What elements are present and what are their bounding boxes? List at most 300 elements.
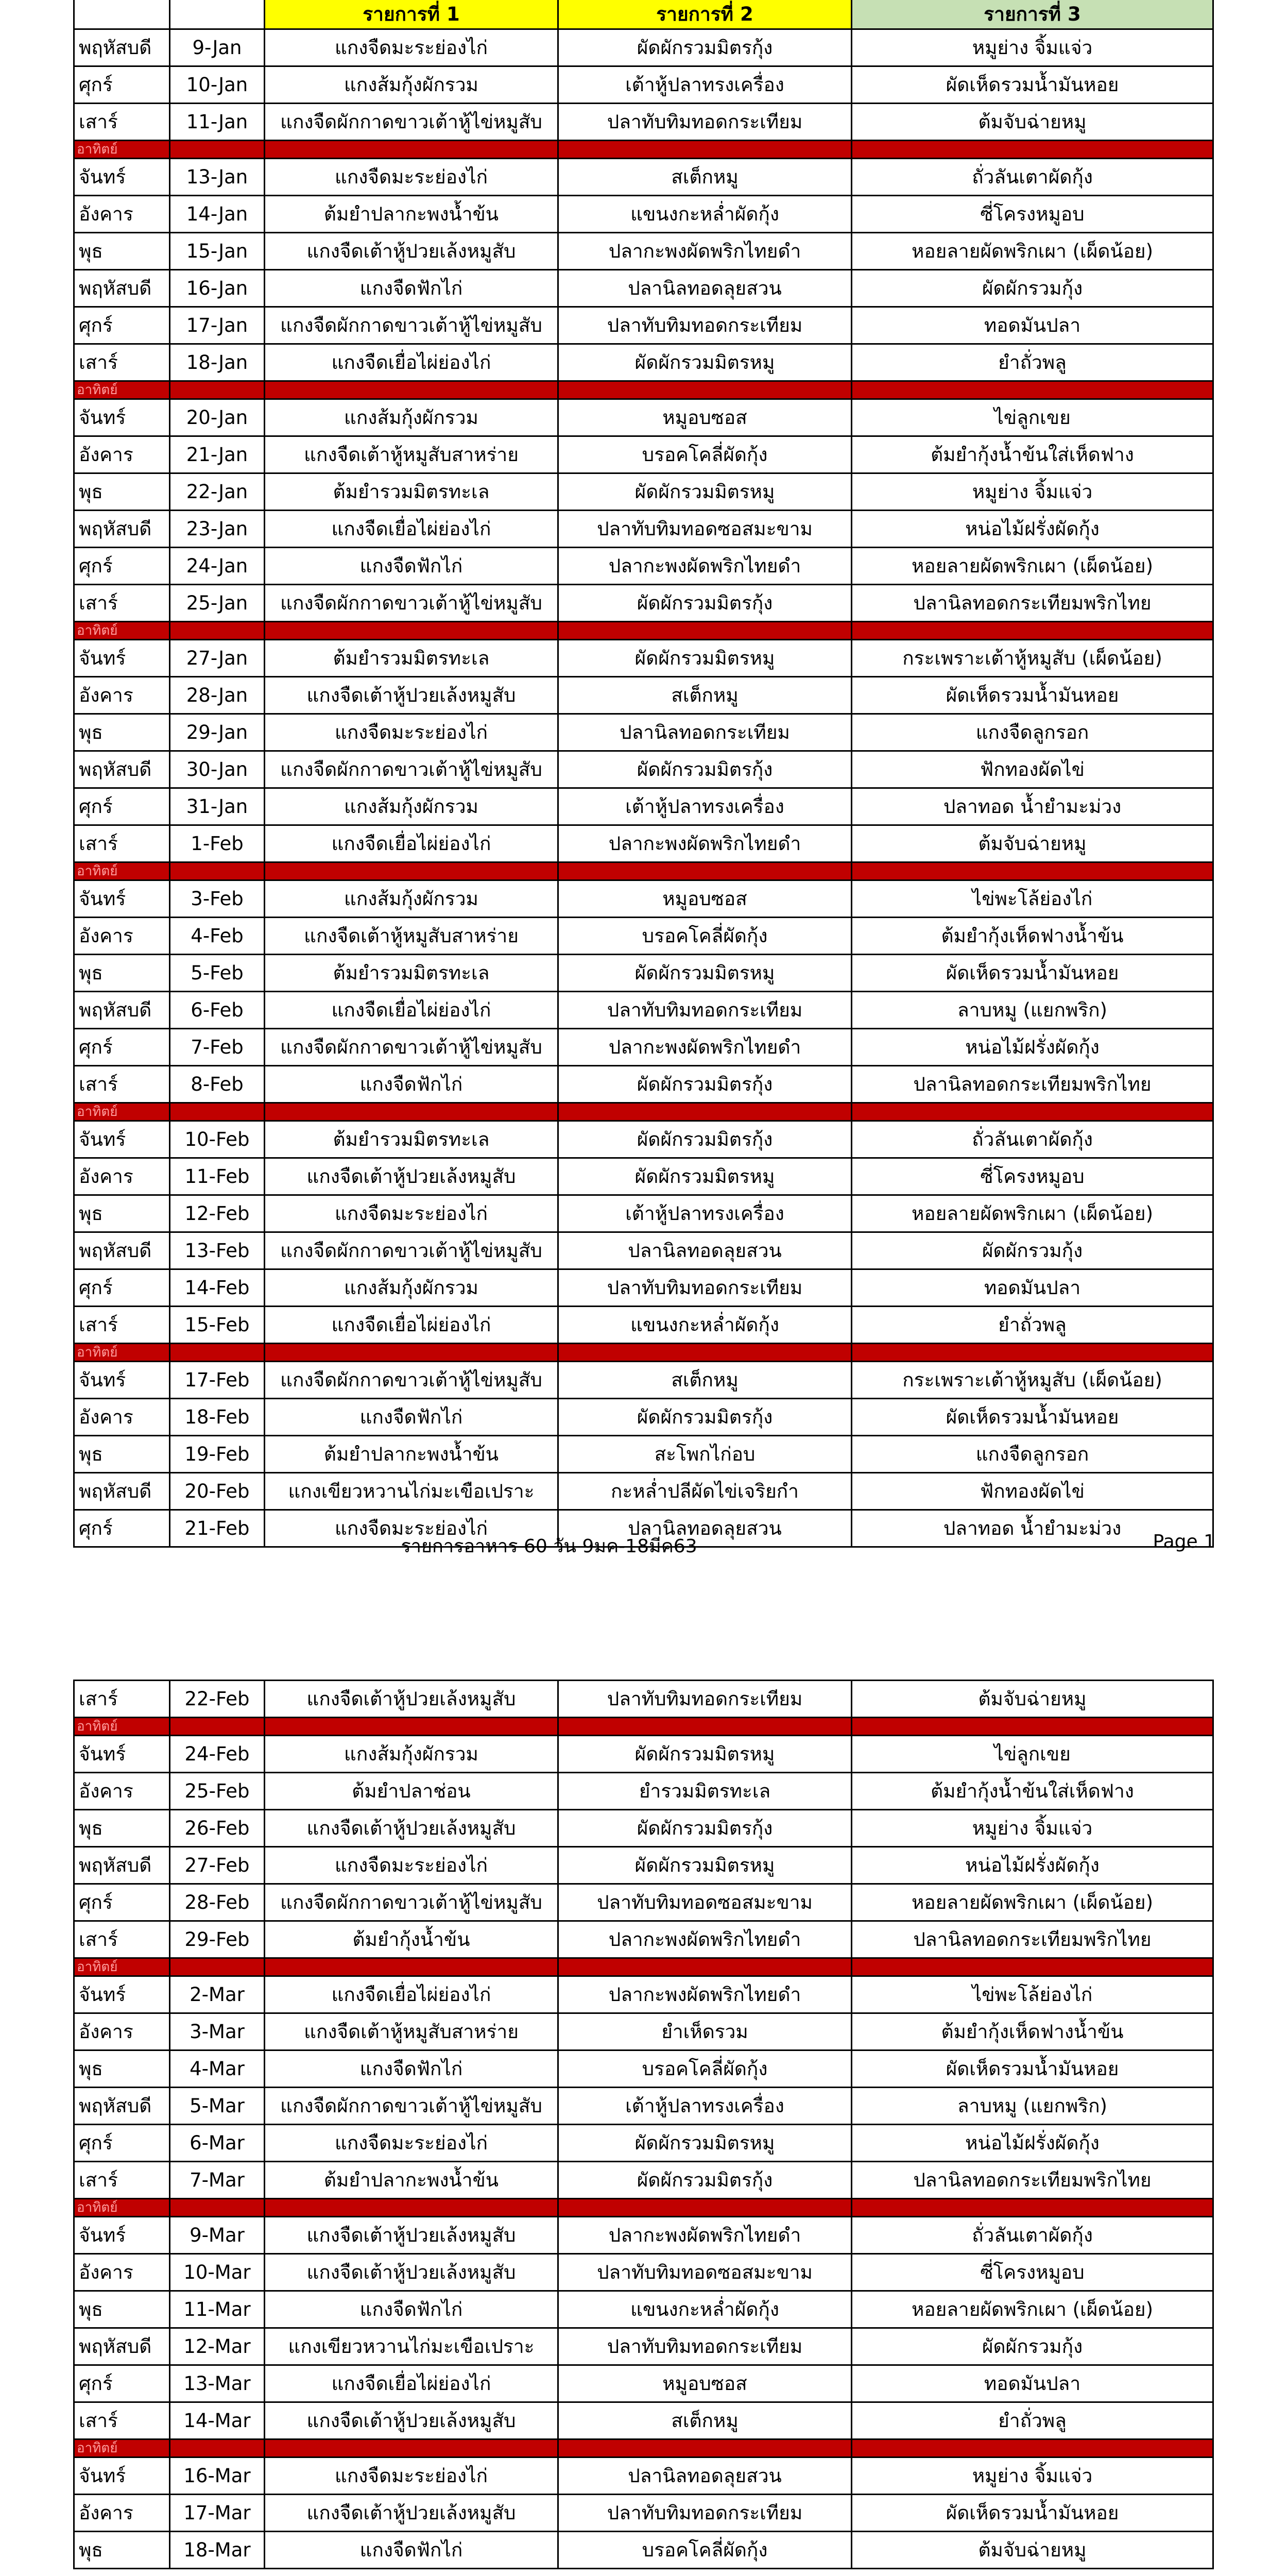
day-cell: จันทร์ [74,1976,170,2013]
date-cell: 28-Feb [170,1884,265,1921]
header-col3: รายการที่ 3 [852,0,1213,29]
day-cell: พฤหัสบดี [74,2328,170,2365]
day-cell: อังคาร [74,2254,170,2291]
dish-1-cell: แกงจืดเต้าหู้ปวยเล้งหมูสับ [265,2217,558,2254]
date-cell: 2-Mar [170,1976,265,2013]
dish-3-cell: ปลานิลทอดกระเทียมพริกไทย [852,1921,1213,1958]
dish-1-cell: แกงจืดเต้าหู้ปวยเล้งหมูสับ [265,677,558,714]
dish-1-cell: แกงจืดเยื่อไผ่ย่องไก่ [265,511,558,548]
date-cell: 28-Jan [170,677,265,714]
table-row [74,473,1213,511]
dish-3-cell: ผัดผักรวมกุ้ง [852,2328,1213,2365]
table-row [74,344,1213,381]
dish-3-cell: ต้มจับฉ่ายหมู [852,2532,1213,2569]
dish-1-cell: แกงจืดผักกาดขาวเต้าหู้ไข่หมูสับ [265,1362,558,1399]
day-cell: พุธ [74,714,170,751]
dish-1-cell: แกงจืดเต้าหู้ปวยเล้งหมูสับ [265,2254,558,2291]
table-row [74,436,1213,473]
dish-1-cell: แกงจืดผักกาดขาวเต้าหู้ไข่หมูสับ [265,307,558,344]
sunday-blank-cell [852,862,1213,880]
sunday-blank-cell [558,1103,852,1121]
dish-1-cell: แกงส้มกุ้งผักรวม [265,399,558,436]
day-cell: จันทร์ [74,640,170,677]
day-cell: เสาร์ [74,1066,170,1103]
dish-1-cell: แกงจืดผักกาดขาวเต้าหู้ไข่หมูสับ [265,104,558,141]
dish-1-cell: แกงจืดฟักไก่ [265,548,558,585]
day-cell: อังคาร [74,1399,170,1436]
dish-3-cell: ฟักทองผัดไข่ [852,1473,1213,1510]
date-cell: 27-Jan [170,640,265,677]
dish-3-cell: ต้มจับฉ่ายหมู [852,825,1213,862]
date-cell: 13-Jan [170,159,265,196]
date-cell: 21-Jan [170,436,265,473]
dish-3-cell: ปลานิลทอดกระเทียมพริกไทย [852,585,1213,622]
sunday-label: อาทิตย์ [74,1958,170,1976]
dish-1-cell: แกงจืดเยื่อไผ่ย่องไก่ [265,992,558,1029]
sunday-label: อาทิตย์ [74,1344,170,1362]
sunday-blank-cell [170,1958,265,1976]
day-cell: พุธ [74,1195,170,1232]
dish-1-cell: ต้มยำกุ้งน้ำข้น [265,1921,558,1958]
day-cell: พุธ [74,1436,170,1473]
day-cell: อังคาร [74,677,170,714]
dish-1-cell: แกงส้มกุ้งผักรวม [265,788,558,825]
dish-1-cell: แกงจืดเยื่อไผ่ย่องไก่ [265,2365,558,2402]
table-row [74,585,1213,622]
dish-1-cell: แกงจืดมะระย่องไก่ [265,29,558,66]
day-cell: เสาร์ [74,1921,170,1958]
table-row [74,29,1213,66]
dish-3-cell: ผัดเห็ดรวมน้ำมันหอย [852,2495,1213,2532]
day-cell: อังคาร [74,1158,170,1195]
date-cell: 29-Feb [170,1921,265,1958]
dish-2-cell: สะโพกไก่อบ [558,1436,852,1473]
date-cell: 14-Feb [170,1269,265,1307]
dish-2-cell: สเต็กหมู [558,1362,852,1399]
dish-2-cell: ปลากะพงผัดพริกไทยดำ [558,2217,852,2254]
day-cell: พฤหัสบดี [74,751,170,788]
table-row [74,1307,1213,1344]
date-cell: 18-Jan [170,344,265,381]
dish-1-cell: แกงจืดเต้าหู้หมูสับสาหร่าย [265,918,558,955]
sunday-blank-cell [852,622,1213,640]
table-row [74,1029,1213,1066]
dish-1-cell: แกงจืดมะระย่องไก่ [265,159,558,196]
dish-2-cell: ปลาทับทิมทอดซอสมะขาม [558,511,852,548]
sunday-label: อาทิตย์ [74,2439,170,2458]
sunday-label: อาทิตย์ [74,2199,170,2217]
table-row [74,1066,1213,1103]
table-row [74,955,1213,992]
day-cell: ศุกร์ [74,2125,170,2162]
dish-2-cell: ผัดผักรวมมิตรกุ้ง [558,1121,852,1158]
dish-3-cell: ไข่ลูกเขย [852,399,1213,436]
sunday-blank-cell [558,862,852,880]
sunday-blank-cell [265,2439,558,2458]
sunday-blank-cell [170,2199,265,2217]
dish-2-cell: ผัดผักรวมมิตรกุ้ง [558,29,852,66]
day-cell: เสาร์ [74,1681,170,1718]
table-row [74,2458,1213,2495]
sunday-blank-cell [265,1344,558,1362]
dish-1-cell: ต้มยำปลากะพงน้ำข้น [265,2162,558,2199]
date-cell: 14-Jan [170,196,265,233]
dish-3-cell: หอยลายผัดพริกเผา (เผ็ดน้อย) [852,548,1213,585]
date-cell: 7-Mar [170,2162,265,2199]
day-cell: เสาร์ [74,344,170,381]
dish-3-cell: ยำถั่วพลู [852,344,1213,381]
dish-3-cell: ผัดเห็ดรวมน้ำมันหอย [852,1399,1213,1436]
sunday-blank-cell [170,2439,265,2458]
dish-2-cell: แขนงกะหล่ำผัดกุ้ง [558,2291,852,2328]
table-row [74,880,1213,918]
sunday-blank-cell [852,2199,1213,2217]
sunday-blank-cell [558,2199,852,2217]
dish-2-cell: สเต็กหมู [558,677,852,714]
table-row [74,1121,1213,1158]
date-cell: 18-Feb [170,1399,265,1436]
sunday-separator-row [74,1958,1213,1976]
date-cell: 22-Feb [170,1681,265,1718]
day-cell: พุธ [74,955,170,992]
dish-2-cell: ปลากะพงผัดพริกไทยดำ [558,548,852,585]
day-cell: อังคาร [74,2013,170,2050]
dish-3-cell: ต้มยำกุ้งเห็ดฟางน้ำข้น [852,2013,1213,2050]
date-cell: 22-Jan [170,473,265,511]
dish-3-cell: ปลานิลทอดกระเทียมพริกไทย [852,1066,1213,1103]
dish-1-cell: แกงจืดเต้าหู้หมูสับสาหร่าย [265,436,558,473]
dish-3-cell: ซี่โครงหมูอบ [852,196,1213,233]
dish-1-cell: แกงจืดมะระย่องไก่ [265,1195,558,1232]
table-row [74,1158,1213,1195]
table-row [74,1736,1213,1773]
table-row [74,1436,1213,1473]
date-cell: 16-Mar [170,2458,265,2495]
dish-2-cell: ปลาทับทิมทอดซอสมะขาม [558,1884,852,1921]
date-cell: 14-Mar [170,2402,265,2439]
dish-2-cell: ผัดผักรวมมิตรหมู [558,2125,852,2162]
dish-3-cell: ถั่วลันเตาผัดกุ้ง [852,1121,1213,1158]
dish-1-cell: แกงจืดฟักไก่ [265,2291,558,2328]
header-date-cell [170,0,265,29]
dish-3-cell: ต้มยำกุ้งน้ำข้นใส่เห็ดฟาง [852,436,1213,473]
dish-1-cell: แกงจืดมะระย่องไก่ [265,1510,558,1547]
dish-1-cell: แกงจืดเต้าหู้ปวยเล้งหมูสับ [265,1158,558,1195]
dish-2-cell: ผัดผักรวมมิตรกุ้ง [558,585,852,622]
dish-2-cell: ปลาทับทิมทอดกระเทียม [558,1269,852,1307]
dish-1-cell: แกงจืดฟักไก่ [265,2532,558,2569]
sunday-blank-cell [558,2439,852,2458]
dish-2-cell: ปลากะพงผัดพริกไทยดำ [558,1029,852,1066]
dish-2-cell: ปลาทับทิมทอดซอสมะขาม [558,2254,852,2291]
date-cell: 25-Feb [170,1773,265,1810]
dish-1-cell: ต้มยำปลาช่อน [265,1773,558,1810]
dish-1-cell: ต้มยำปลากะพงน้ำข้น [265,1436,558,1473]
dish-2-cell: ยำเห็ดรวม [558,2013,852,2050]
dish-3-cell: ถั่วลันเตาผัดกุ้ง [852,2217,1213,2254]
table-row [74,1232,1213,1269]
sunday-blank-cell [852,1344,1213,1362]
dish-2-cell: หมูอบซอส [558,880,852,918]
sunday-separator-row [74,2439,1213,2458]
date-cell: 25-Jan [170,585,265,622]
sunday-blank-cell [170,862,265,880]
day-cell: พฤหัสบดี [74,1473,170,1510]
date-cell: 8-Feb [170,1066,265,1103]
dish-1-cell: แกงส้มกุ้งผักรวม [265,1269,558,1307]
dish-1-cell: แกงเขียวหวานไก่มะเขือเปราะ [265,2328,558,2365]
dish-2-cell: ผัดผักรวมมิตรหมู [558,1158,852,1195]
header-col2: รายการที่ 2 [558,0,852,29]
date-cell: 11-Feb [170,1158,265,1195]
dish-2-cell: เต้าหู้ปลาทรงเครื่อง [558,1195,852,1232]
sunday-separator-row [74,862,1213,880]
dish-2-cell: ปลาทับทิมทอดกระเทียม [558,104,852,141]
dish-1-cell: แกงจืดเต้าหู้หมูสับสาหร่าย [265,2013,558,2050]
table-row [74,104,1213,141]
date-cell: 29-Jan [170,714,265,751]
date-cell: 6-Mar [170,2125,265,2162]
dish-3-cell: หอยลายผัดพริกเผา (เผ็ดน้อย) [852,2291,1213,2328]
day-cell: จันทร์ [74,1121,170,1158]
dish-1-cell: แกงจืดผักกาดขาวเต้าหู้ไข่หมูสับ [265,1884,558,1921]
date-cell: 6-Feb [170,992,265,1029]
table-row [74,1773,1213,1810]
day-cell: เสาร์ [74,585,170,622]
dish-1-cell: แกงส้มกุ้งผักรวม [265,66,558,104]
day-cell: พฤหัสบดี [74,1847,170,1884]
date-cell: 20-Jan [170,399,265,436]
dish-3-cell: แกงจืดลูกรอก [852,714,1213,751]
sunday-blank-cell [265,1718,558,1736]
day-cell: จันทร์ [74,1362,170,1399]
table-row [74,2013,1213,2050]
day-cell: อังคาร [74,918,170,955]
date-cell: 17-Mar [170,2495,265,2532]
date-cell: 15-Jan [170,233,265,270]
table-row [74,2495,1213,2532]
dish-1-cell: แกงจืดฟักไก่ [265,1066,558,1103]
sunday-blank-cell [558,381,852,399]
dish-3-cell: หมูย่าง จิ้มแจ่ว [852,29,1213,66]
date-cell: 23-Jan [170,511,265,548]
sunday-blank-cell [170,1103,265,1121]
table-row [74,196,1213,233]
table-row [74,307,1213,344]
dish-2-cell: ปลาทับทิมทอดกระเทียม [558,307,852,344]
day-cell: พุธ [74,2291,170,2328]
date-cell: 4-Mar [170,2050,265,2088]
dish-1-cell: แกงจืดผักกาดขาวเต้าหู้ไข่หมูสับ [265,1232,558,1269]
dish-2-cell: หมูอบซอส [558,2365,852,2402]
dish-2-cell: ผัดผักรวมมิตรหมู [558,1847,852,1884]
day-cell: เสาร์ [74,2402,170,2439]
table-row [74,233,1213,270]
day-cell: พุธ [74,2532,170,2569]
dish-2-cell: ปลานิลทอดลุยสวน [558,1232,852,1269]
dish-1-cell: แกงจืดเต้าหู้ปวยเล้งหมูสับ [265,1810,558,1847]
dish-2-cell: ปลากะพงผัดพริกไทยดำ [558,1976,852,2013]
sunday-blank-cell [170,381,265,399]
sunday-blank-cell [852,1103,1213,1121]
sunday-blank-cell [265,2199,558,2217]
date-cell: 4-Feb [170,918,265,955]
dish-3-cell: ต้มจับฉ่ายหมู [852,1681,1213,1718]
dish-1-cell: แกงส้มกุ้งผักรวม [265,880,558,918]
table-row [74,714,1213,751]
dish-3-cell: ยำถั่วพลู [852,1307,1213,1344]
header-day-cell [74,0,170,29]
day-cell: เสาร์ [74,825,170,862]
sunday-separator-row [74,1718,1213,1736]
day-cell: พฤหัสบดี [74,2088,170,2125]
day-cell: พฤหัสบดี [74,992,170,1029]
date-cell: 16-Jan [170,270,265,307]
dish-2-cell: ผัดผักรวมมิตรหมู [558,955,852,992]
dish-1-cell: แกงจืดผักกาดขาวเต้าหู้ไข่หมูสับ [265,585,558,622]
sunday-blank-cell [558,1958,852,1976]
dish-2-cell: สเต็กหมู [558,159,852,196]
dish-1-cell: แกงจืดเยื่อไผ่ย่องไก่ [265,344,558,381]
sunday-blank-cell [852,141,1213,159]
page-1-number: Page 1 [1153,1531,1215,1552]
day-cell: เสาร์ [74,1307,170,1344]
table-row [74,751,1213,788]
dish-3-cell: หอยลายผัดพริกเผา (เผ็ดน้อย) [852,1884,1213,1921]
sunday-blank-cell [170,1344,265,1362]
dish-1-cell: แกงจืดเยื่อไผ่ย่องไก่ [265,1307,558,1344]
menu-table-page-1 [73,0,1214,1548]
dish-2-cell: ปลากะพงผัดพริกไทยดำ [558,233,852,270]
sunday-blank-cell [852,1958,1213,1976]
sunday-blank-cell [265,622,558,640]
dish-1-cell: แกงจืดเต้าหู้ปวยเล้งหมูสับ [265,2495,558,2532]
dish-3-cell: หน่อไม้ฝรั่งผัดกุ้ง [852,2125,1213,2162]
date-cell: 21-Feb [170,1510,265,1547]
date-cell: 9-Mar [170,2217,265,2254]
dish-3-cell: ไข่ลูกเขย [852,1736,1213,1773]
sunday-blank-cell [852,2439,1213,2458]
dish-1-cell: แกงส้มกุ้งผักรวม [265,1736,558,1773]
sunday-blank-cell [558,141,852,159]
table-row [74,2532,1213,2569]
dish-1-cell: ต้มยำรวมมิตรทะเล [265,1121,558,1158]
dish-2-cell: ผัดผักรวมมิตรกุ้ง [558,1810,852,1847]
table-row [74,159,1213,196]
day-cell: พุธ [74,473,170,511]
dish-3-cell: ปลาทอด น้ำยำมะม่วง [852,788,1213,825]
table-row [74,918,1213,955]
dish-2-cell: หมูอบซอส [558,399,852,436]
sunday-separator-row [74,1344,1213,1362]
dish-1-cell: แกงจืดมะระย่องไก่ [265,2458,558,2495]
dish-1-cell: ต้มยำรวมมิตรทะเล [265,955,558,992]
table-row [74,2162,1213,2199]
sunday-blank-cell [558,622,852,640]
dish-3-cell: ทอดมันปลา [852,1269,1213,1307]
table-row [74,1195,1213,1232]
dish-1-cell: แกงจืดผักกาดขาวเต้าหู้ไข่หมูสับ [265,1029,558,1066]
table-row [74,1473,1213,1510]
table-row [74,677,1213,714]
sunday-separator-row [74,622,1213,640]
page-1-footer-caption: รายการอาหาร 60 วัน 9มค-18มีค63 [401,1536,697,1557]
dish-2-cell: ปลากะพงผัดพริกไทยดำ [558,1921,852,1958]
dish-3-cell: ผัดเห็ดรวมน้ำมันหอย [852,677,1213,714]
dish-2-cell: ปลานิลทอดลุยสวน [558,1510,852,1547]
date-cell: 9-Jan [170,29,265,66]
date-cell: 10-Mar [170,2254,265,2291]
dish-3-cell: ทอดมันปลา [852,307,1213,344]
sunday-blank-cell [265,381,558,399]
sunday-blank-cell [852,381,1213,399]
table-row [74,640,1213,677]
dish-2-cell: ผัดผักรวมมิตรหมู [558,344,852,381]
sunday-blank-cell [265,141,558,159]
dish-3-cell: ฟักทองผัดไข่ [852,751,1213,788]
date-cell: 17-Feb [170,1362,265,1399]
dish-2-cell: ผัดผักรวมมิตรกุ้ง [558,1399,852,1436]
date-cell: 24-Jan [170,548,265,585]
day-cell: ศุกร์ [74,307,170,344]
dish-1-cell: แกงจืดฟักไก่ [265,1399,558,1436]
table-row [74,1976,1213,2013]
table-row [74,1362,1213,1399]
sunday-separator-row [74,1103,1213,1121]
date-cell: 13-Feb [170,1232,265,1269]
dish-1-cell: แกงจืดผักกาดขาวเต้าหู้ไข่หมูสับ [265,751,558,788]
dish-2-cell: ผัดผักรวมมิตรหมู [558,640,852,677]
table-row [74,2365,1213,2402]
day-cell: พุธ [74,233,170,270]
dish-3-cell: หมูย่าง จิ้มแจ่ว [852,1810,1213,1847]
dish-2-cell: ปลาทับทิมทอดกระเทียม [558,1681,852,1718]
sunday-blank-cell [170,622,265,640]
dish-3-cell: หน่อไม้ฝรั่งผัดกุ้ง [852,511,1213,548]
table-row [74,1399,1213,1436]
day-cell: อังคาร [74,2495,170,2532]
dish-3-cell: ซี่โครงหมูอบ [852,1158,1213,1195]
day-cell: ศุกร์ [74,1884,170,1921]
day-cell: เสาร์ [74,2162,170,2199]
dish-2-cell: ผัดผักรวมมิตรกุ้ง [558,1066,852,1103]
dish-2-cell: บรอคโคลี่ผัดกุ้ง [558,918,852,955]
date-cell: 5-Mar [170,2088,265,2125]
day-cell: เสาร์ [74,104,170,141]
dish-3-cell: ผัดผักรวมกุ้ง [852,270,1213,307]
dish-1-cell: แกงจืดเยื่อไผ่ย่องไก่ [265,1976,558,2013]
dish-2-cell: เต้าหู้ปลาทรงเครื่อง [558,66,852,104]
sunday-label: อาทิตย์ [74,622,170,640]
date-cell: 17-Jan [170,307,265,344]
table-row [74,2254,1213,2291]
date-cell: 20-Feb [170,1473,265,1510]
day-cell: จันทร์ [74,880,170,918]
dish-3-cell: ปลาทอด น้ำยำมะม่วง [852,1510,1213,1547]
day-cell: พฤหัสบดี [74,29,170,66]
dish-3-cell: ไข่พะโล้ย่องไก่ [852,1976,1213,2013]
dish-3-cell: ไข่พะโล้ย่องไก่ [852,880,1213,918]
table-row [74,2050,1213,2088]
date-cell: 12-Mar [170,2328,265,2365]
dish-1-cell: ต้มยำรวมมิตรทะเล [265,473,558,511]
dish-3-cell: ทอดมันปลา [852,2365,1213,2402]
day-cell: พฤหัสบดี [74,511,170,548]
dish-3-cell: หอยลายผัดพริกเผา (เผ็ดน้อย) [852,1195,1213,1232]
day-cell: ศุกร์ [74,1269,170,1307]
day-cell: พุธ [74,2050,170,2088]
dish-1-cell: แกงเขียวหวานไก่มะเขือเปราะ [265,1473,558,1510]
